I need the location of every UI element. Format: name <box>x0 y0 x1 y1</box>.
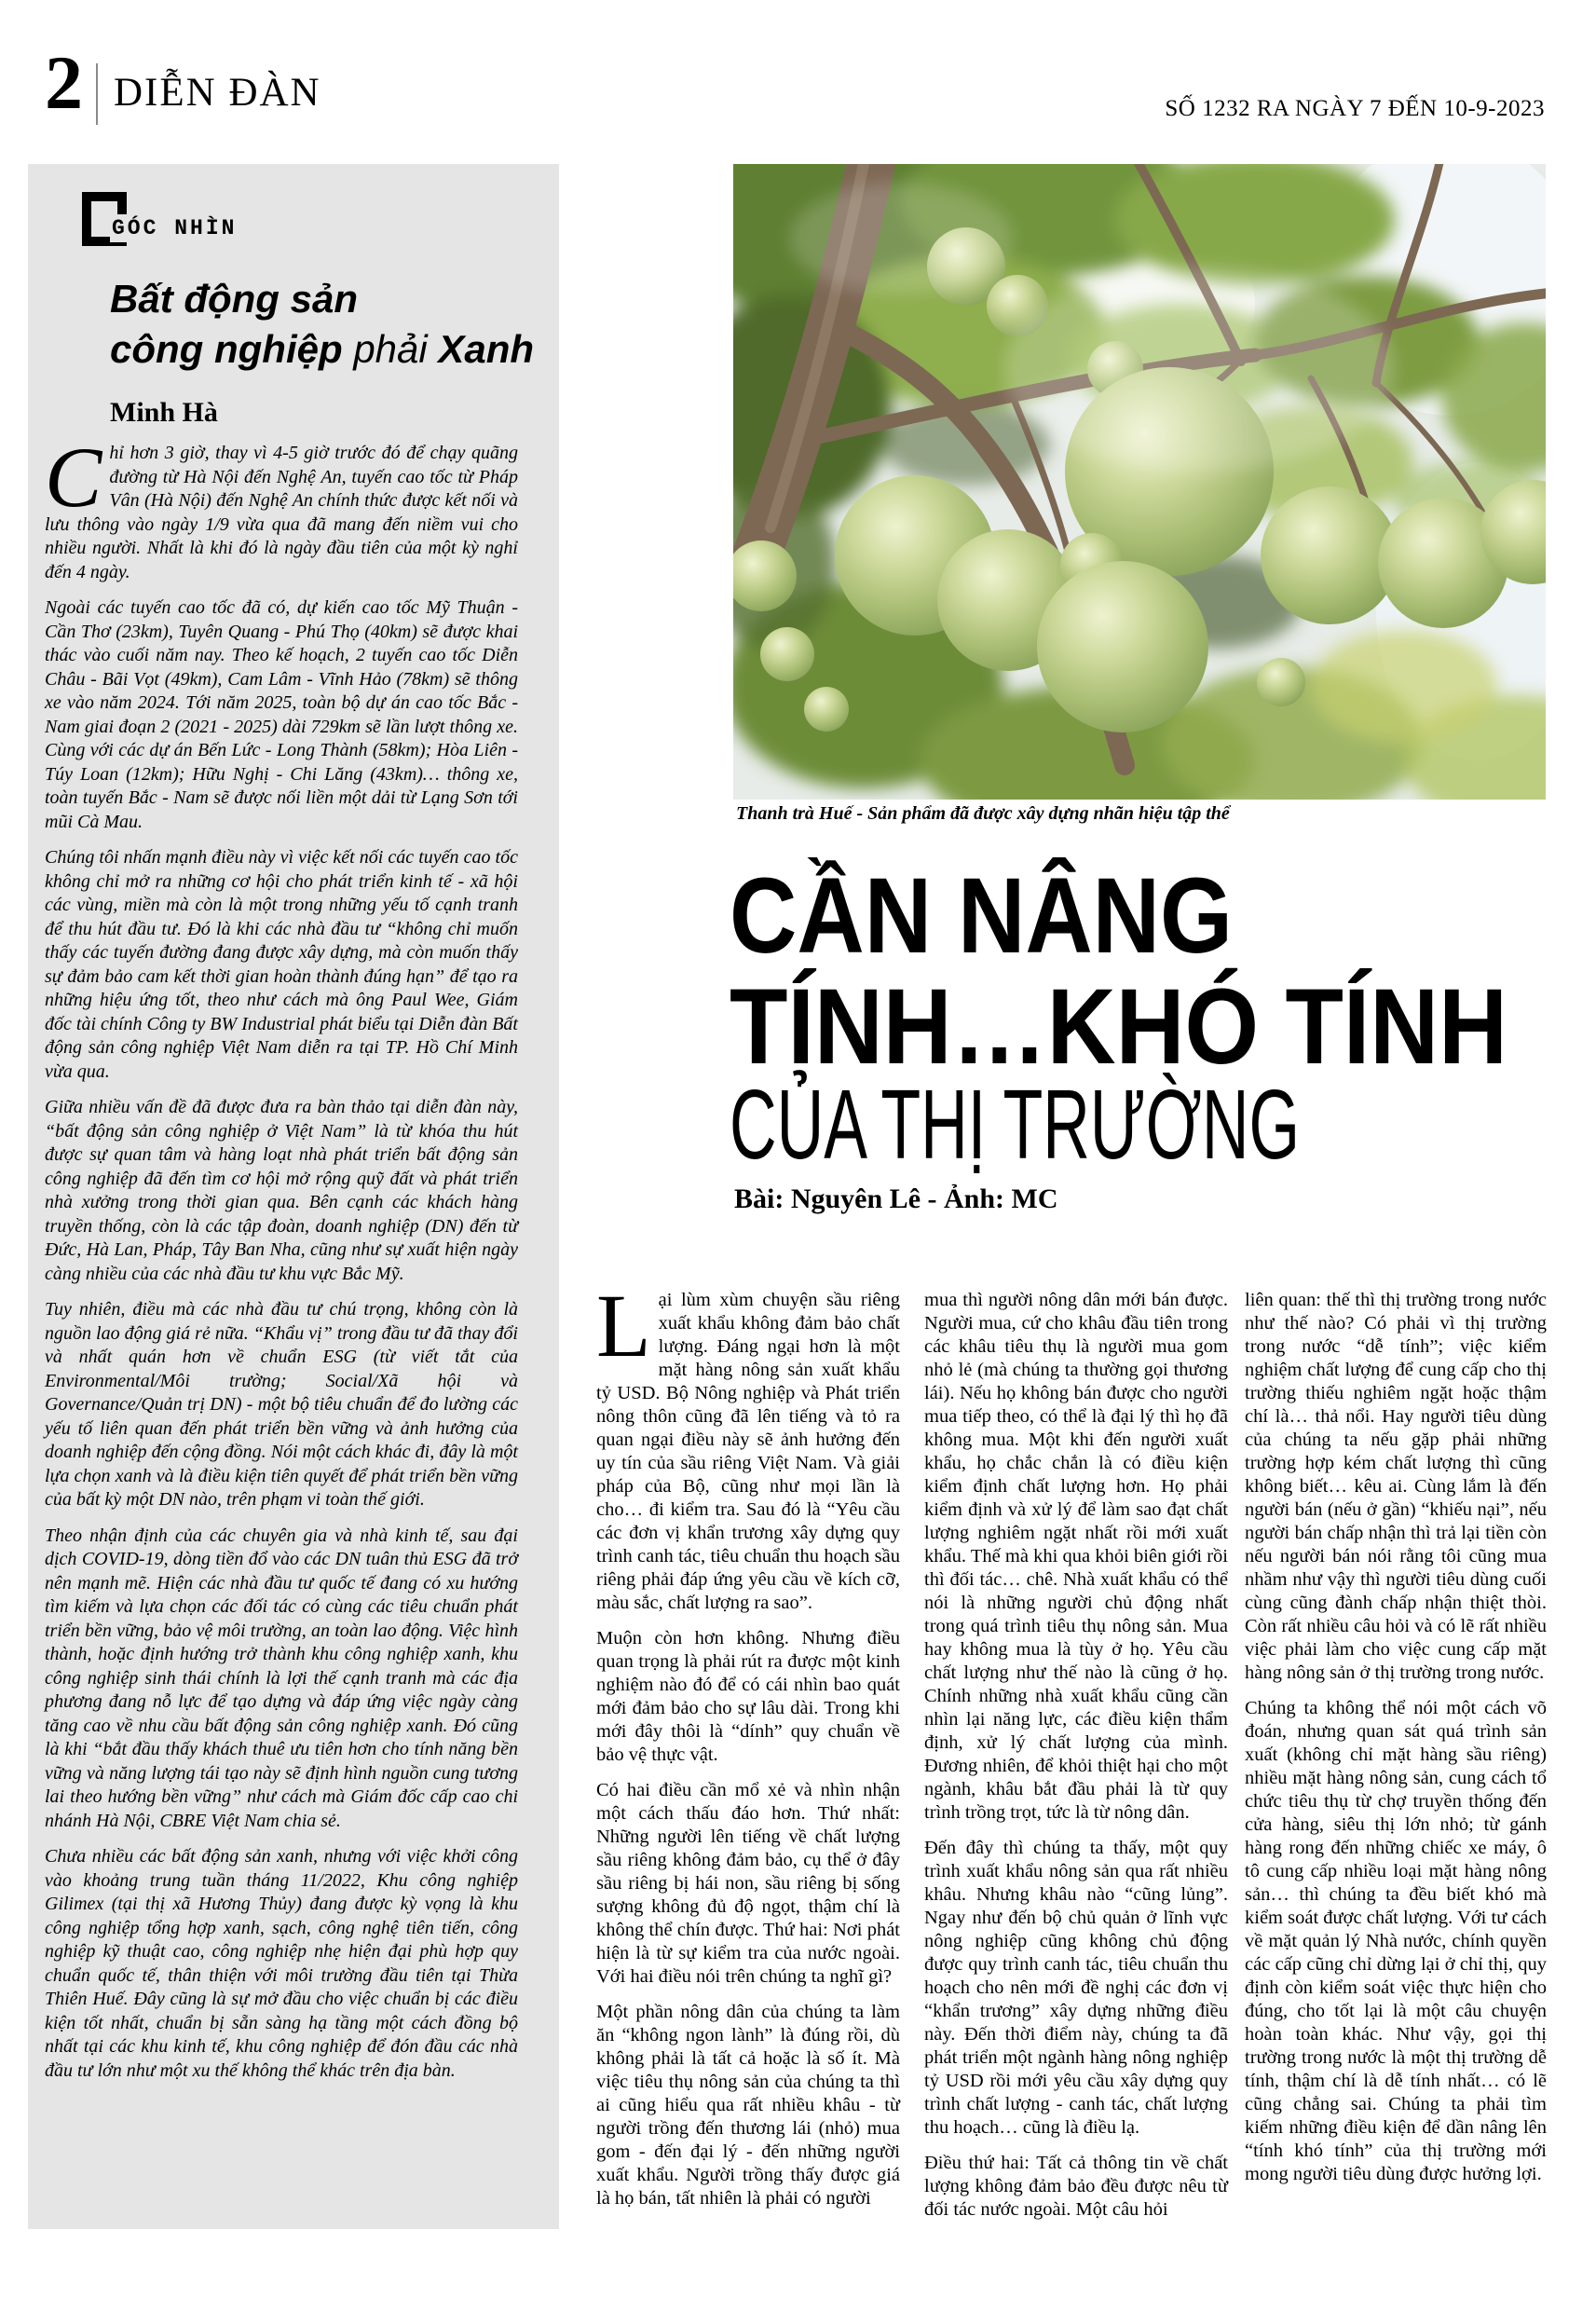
opinion-paragraph: Chúng tôi nhấn mạnh điều này vì việc kết nối các tuyến cao tốc không chỉ mở ra những cơ hội cho phát triển kinh tế - xã hội các vùng, miền mà còn là một trong những yếu tố cạnh tranh để thu hút đầu tư. Đó là khi các nhà đầu tư “không chỉ muốn thấy các tuyến đường đang được xây dựng, mà còn muốn thấy sự đảm bảo cam kết thời gian hoàn thành đúng hạn” để tạo ra những hiệu ứng tốt, theo như cách mà ông Paul Wee, Giám đốc tài chính Công ty BW Industrial phát biểu tại Diễn đàn Bất động sản công nghiệp Việt Nam diễn ra tại TP. Hồ Chí Minh vừa qua. <box>45 847 518 1082</box>
kicker-label: GÓC NHÌN <box>110 214 242 242</box>
opinion-title-line2-light: phải <box>353 327 428 371</box>
headline <box>730 857 1559 1230</box>
article-paragraph: Một phần nông dân của chúng ta làm ăn “không ngon lành” là đúng rồi, dù không phải là tất cả hoặc là số ít. Mà việc tiêu thụ nông sản của chúng ta thì ai cũng hiểu qua rất nhiều khâu - từ người trồng đến thương lái (nhỏ) mua gom - đến đại lý - đến những người xuất khẩu. Người trồng thấy được giá là họ bán, tất nhiên là phải có người <box>596 2002 900 2209</box>
article-paragraph: liên quan: thế thì thị trường trong nước như thế nào? Có phải vì thị trường trong nước “dễ tính”; việc kiểm nghiệm chất lượng để cung cấp cho thị trường thiếu nghiêm ngặt hoặc thậm chí là… thả nổi. Hay người tiêu dùng của chúng ta nếu gặp phải những trường hợp kém chất lượng thì cũng không biết… kêu ai. Cùng lắm là đến người bán (nếu ở gần) “khiếu nại”, nếu người bán chấp nhận thì trả lại tiền còn nếu người bán nói rằng tôi cũng mua nhầm như vậy thì người tiêu dùng cuối cùng cũng đành chấp nhận thiệt thòi. Còn rất nhiều câu hỏi và có lẽ rất nhiều việc phải làm cho việc cung cấp mặt hàng nông sản ở thị trường trong nước. <box>1245 1290 1547 1683</box>
opinion-body <box>45 430 518 2095</box>
article-column-2 <box>924 1289 1228 2234</box>
headline-line2: TÍNH…KHÓ TÍNH <box>730 967 1507 1087</box>
article-photo <box>733 164 1546 800</box>
opinion-title-line1: Bất động sản <box>110 277 359 321</box>
dropcap: L <box>596 1276 651 1375</box>
article-paragraph: Đến đây thì chúng ta thấy, một quy trình xuất khẩu nông sản qua rất nhiều khâu. Nhưng khâu nào “cũng lủng”. Ngay như đến bộ chủ quản ở lĩnh vực nông nghiệp cũng không chủ động được quy trình canh tác, tiêu chuẩn thu hoạch cho nên mới đề nghị các đơn vị “khẩn trương” xây dựng những điều này. Đến thời điểm này, chúng ta đã phát triển một ngành hàng nông nghiệp tỷ USD rồi mới yêu cầu xây dựng quy trình chất lượng - canh tác, chất lượng thu hoạch… cũng là điều lạ. <box>924 1838 1228 2138</box>
opinion-paragraph: Chưa nhiều các bất động sản xanh, nhưng với việc khởi công vào khoảng trung tuần tháng 11/2022, Khu công nghiệp Gilimex (tại thị xã Hương Thủy) đang được kỳ vọng là khu công nghiệp tổng hợp xanh, sạch, công nghệ tiên tiến, công nghiệp kỹ thuật cao, công nghiệp nhẹ hiện đại phù hợp quy chuẩn quốc tế, thân thiện với môi trường đầu tiên tại Thừa Thiên Huế. Đây cũng là sự mở đầu cho việc chuẩn bị các điều kiện tốt nhất, chuẩn bị sẵn sàng hạ tầng một cách đồng bộ nhất tại các khu kinh tế, khu công nghiệp để đón đầu các nhà đầu tư lớn như một xu thế không thể khác trên địa bàn. <box>45 1846 518 2081</box>
page-number: 2 <box>45 40 83 125</box>
headline-line1: CẦN NÂNG <box>730 857 1233 976</box>
header-divider <box>96 63 98 125</box>
opinion-paragraph: Ngoài các tuyến cao tốc đã có, dự kiến cao tốc Mỹ Thuận - Cần Thơ (23km), Tuyên Quang - Phú Thọ (40km) sẽ được khai thác vào cuối năm nay. Theo kế hoạch, 2 tuyến cao tốc Diễn Châu - Bãi Vọt (49km), Cam Lâm - Vĩnh Hảo (78km) sẽ thông xe vào năm 2024. Tới năm 2025, toàn bộ dự án cao tốc Bắc - Nam giai đoạn 2 (2021 - 2025) dài 729km sẽ lần lượt thông xe. Cùng với các dự án Bến Lức - Long Thành (58km); Hòa Liên - Túy Loan (12km); Hữu Nghị - Chi Lăng (43km)… thông xe, toàn tuyến Bắc - Nam sẽ được nối liền một dải từ Lạng Sơn tới mũi Cà Mau. <box>45 597 518 832</box>
opinion-paragraph: Chỉ hơn 3 giờ, thay vì 4-5 giờ trước đó để chạy quãng đường từ Hà Nội đến Nghệ An, tuyến cao tốc từ Pháp Vân (Hà Nội) đến Nghệ An chính thức được kết nối và lưu thông vào ngày 1/9 vừa qua đã mang đến niềm vui cho nhiều người. Nhất là khi đó là ngày đầu tiên của một kỳ nghỉ đến 4 ngày. <box>45 430 518 582</box>
photo-caption: Thanh trà Huế - Sản phẩm đã được xây dựng nhãn hiệu tập thể <box>736 803 1230 824</box>
article-paragraph: Có hai điều cần mổ xẻ và nhìn nhận một cách thấu đáo hơn. Thứ nhất: Những người lên tiếng về chất lượng sầu riêng không đảm bảo, cụ thể ở đây sầu riêng bị hái non, sầu riêng bị sống sượng không đủ độ ngọt, thậm chí là không thể chín được. Thứ hai: Nơi phát hiện là từ sự kiểm tra của nước ngoài. Với hai điều nói trên chúng ta nghĩ gì? <box>596 1780 900 1987</box>
section-title: DIỄN ĐÀN <box>114 71 321 115</box>
opinion-box <box>28 164 559 2229</box>
issue-date: SỐ 1232 RA NGÀY 7 ĐẾN 10-9-2023 <box>1165 96 1545 121</box>
opinion-title <box>110 274 534 375</box>
byline: Bài: Nguyên Lê - Ảnh: MC <box>734 1183 1058 1214</box>
article-paragraph: Điều thứ hai: Tất cả thông tin về chất lượng không đảm bảo đều được nêu từ đối tác nước ngoài. Một câu hỏi <box>924 2153 1228 2220</box>
headline-line3: CỦA THỊ TRƯỜNG <box>730 1070 1300 1180</box>
article-column-3 <box>1245 1289 1547 2198</box>
opinion-author: Minh Hà <box>110 397 218 428</box>
article-paragraph: Chúng ta không thể nói một cách võ đoán, nhưng quan sát quá trình sản xuất (không chỉ mặt hàng sầu riêng) nhiều mặt hàng nông sản, cung cách tổ chức tiêu thụ từ chợ truyền thống đến cửa hàng, siêu thị lớn nhỏ; từ gánh hàng rong đến những chiếc xe máy, ô tô cung cấp nhiều loại mặt hàng nông sản… thì chúng ta đều biết khó mà kiểm soát được chất lượng. Với tư cách về mặt quản lý Nhà nước, chính quyền các cấp cũng chỉ dừng lại ở chỉ thị, quy định còn kiểm soát việc thực hiện cho đúng, cho tốt lại là một câu chuyện hoàn toàn khác. Như vậy, gọi thị trường trong nước là một thị trường dễ tính, thậm chí là dễ tính nhất… có lẽ cũng chẳng sai. Chúng ta phải tìm kiếm những điều kiện để dần nâng lên “tính khó tính” của thị trường mới mong người tiêu dùng được hưởng lợi. <box>1245 1698 1547 2184</box>
article-paragraph: Muộn còn hơn không. Nhưng điều quan trọng là phải rút ra được một kinh nghiệm nào đó để có cái nhìn bao quát mới đảm bảo cho sự lâu dài. Trong khi mới đây thôi là “dính” quy chuẩn về bảo vệ thực vật. <box>596 1628 900 1765</box>
opinion-paragraph: Tuy nhiên, điều mà các nhà đầu tư chú trọng, không còn là nguồn lao động giá rẻ nữa. “Khẩu vị” trong đầu tư đã thay đổi và nhất quán hơn về chuẩn ESG (từ viết tắt của Environmental/Môi trường; Social/Xã hội và Governance/Quản trị DN) - một bộ tiêu chuẩn để đo lường các yếu tố liên quan đến phát triển bền vững và ảnh hưởng của doanh nghiệp đến cộng đồng. Nói một cách khác đi, đây là một lựa chọn xanh và là điều kiện tiên quyết để phát triển bền vững của bất kỳ một DN nào, trên phạm vi toàn thế giới. <box>45 1299 518 1510</box>
opinion-paragraph: Theo nhận định của các chuyên gia và nhà kinh tế, sau đại dịch COVID-19, dòng tiền đổ vào các DN tuân thủ ESG đã trở nên mạnh mẽ. Hiện các nhà đầu tư quốc tế đang có xu hướng tìm kiếm và lựa chọn các đối tác có cùng các tiêu chuẩn phát triển bền vững, bảo vệ môi trường, an toàn lao động. Việc hình thành, hoặc định hướng trở thành khu công nghiệp xanh, khu công nghiệp sinh thái chính là lợi thế cạnh tranh mà các địa phương đang nỗ lực để tạo dựng và đáp ứng việc ngày càng tăng cao về nhu cầu bất động sản công nghiệp xanh. Đó cũng là khi “bắt đầu thấy khách thuê ưu tiên hơn cho tính năng bền vững và năng lượng tái tạo này sẽ định hình nguồn cung tương lai theo hướng bền vững” như cách mà Giám đốc cấp cao chi nhánh Hà Nội, CBRE Việt Nam chia sẻ. <box>45 1525 518 1831</box>
opinion-title-line2-bold: công nghiệp <box>110 327 343 371</box>
opinion-title-line2-bold2: Xanh <box>438 327 535 371</box>
article-paragraph: Lại lùm xùm chuyện sầu riêng xuất khẩu không đảm bảo chất lượng. Đáng ngại hơn là một mặt hàng nông sản xuất khẩu tỷ USD. Bộ Nông nghiệp và Phát triển nông thôn cũng đã lên tiếng và tỏ ra quan ngại điều này sẽ ảnh hưởng đến uy tín của sầu riêng Việt Nam. Và giải pháp của Bộ, cũng như mọi lần là cho… đi kiểm tra. Sau đó là “Yêu cầu các đơn vị khẩn trương xây dựng quy trình canh tác, tiêu chuẩn thu hoạch sầu riêng phải đáp ứng yêu cầu về kích cỡ, màu sắc, chất lượng ra sao”. <box>596 1276 900 1613</box>
opinion-paragraph: Giữa nhiều vấn đề đã được đưa ra bàn thảo tại diễn đàn này, “bất động sản công nghiệp ở Việt Nam” là từ khóa thu hút được sự quan tâm và hàng loạt nhà phát triển bất động sản công nghiệp đã đến tìm cơ hội mở rộng quỹ đất và phát triển nhà xưởng trong thời gian qua. Bên cạnh các khách hàng truyền thống, còn là các tập đoàn, doanh nghiệp (DN) đến từ Đức, Hà Lan, Pháp, Tây Ban Nha, cũng như sự xuất hiện ngày càng nhiều của các nhà đầu tư khu vực Bắc Mỹ. <box>45 1097 518 1284</box>
article-column-1 <box>596 1276 900 2223</box>
dropcap: C <box>45 430 102 525</box>
article-paragraph: mua thì người nông dân mới bán được. Người mua, cứ cho khâu đầu tiên trong các khâu tiêu thụ là người mua gom nhỏ lẻ (mà chúng ta thường gọi thương lái). Nếu họ không bán được cho người mua tiếp theo, có thể là đại lý thì họ đã không mua. Một khi đến người xuất khẩu, họ chắc chắn là có điều kiện kiểm định chất lượng hơn. Họ phải kiểm định và xử lý để làm sao đạt chất lượng nghiêm ngặt nhất rồi mới xuất khẩu. Thế mà khi qua khỏi biên giới rồi thì đối tác… chê. Nhà xuất khẩu có thể nói là những người chủ động nhất trong quá trình tiêu thụ nông sản. Mua hay không mua là tùy ở họ. Yêu cầu chất lượng như thế nào là cũng ở họ. Chính những nhà xuất khẩu cũng cần nhìn lại năng lực, các điều kiện thẩm định, xử lý chất lượng của mình. Đương nhiên, để khỏi thiệt hại cho một ngành, khâu bắt đầu phải là từ quy trình trồng trọt, tức là từ nông dân. <box>924 1290 1228 1823</box>
